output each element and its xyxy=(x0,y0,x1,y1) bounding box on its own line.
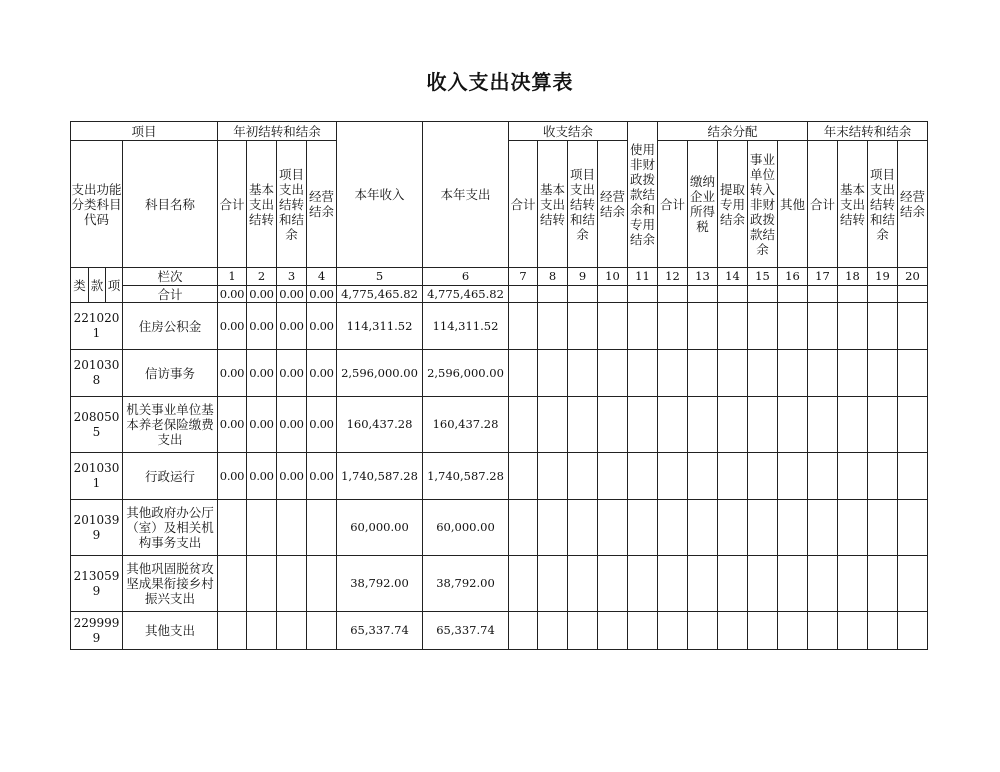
empty-cell xyxy=(868,397,898,453)
column-number: 18 xyxy=(838,268,868,286)
row-opening-cell xyxy=(247,556,277,612)
header-lei: 类 xyxy=(71,268,89,303)
empty-cell xyxy=(868,612,898,650)
empty-cell xyxy=(658,303,688,350)
header-opening-basic: 基本支出结转 xyxy=(247,141,277,268)
column-number: 1 xyxy=(218,268,247,286)
empty-cell xyxy=(838,303,868,350)
header-extract: 提取专用结余 xyxy=(718,141,748,268)
header-balance-group: 收支结余 xyxy=(509,122,628,141)
empty-cell xyxy=(808,500,838,556)
header-distribution-total: 合计 xyxy=(658,141,688,268)
empty-cell xyxy=(568,612,598,650)
empty-cell xyxy=(748,303,778,350)
row-opening-cell xyxy=(247,612,277,650)
column-number: 14 xyxy=(718,268,748,286)
empty-cell xyxy=(538,612,568,650)
row-opening-cell: 0.00 xyxy=(277,397,307,453)
empty-cell xyxy=(778,500,808,556)
empty-cell xyxy=(748,612,778,650)
table-row xyxy=(71,303,928,350)
empty-cell xyxy=(718,556,748,612)
column-number: 12 xyxy=(658,268,688,286)
empty-cell xyxy=(748,350,778,397)
row-name: 机关事业单位基本养老保险缴费支出 xyxy=(123,397,218,453)
empty-cell xyxy=(808,556,838,612)
report-table xyxy=(70,121,928,650)
empty-cell xyxy=(598,612,628,650)
empty-cell xyxy=(748,453,778,500)
row-opening-cell: 0.00 xyxy=(247,303,277,350)
header-other: 其他 xyxy=(778,141,808,268)
empty-cell xyxy=(568,556,598,612)
empty-cell xyxy=(898,350,928,397)
empty-cell xyxy=(748,556,778,612)
empty-cell xyxy=(598,453,628,500)
header-ending-business: 经营结余 xyxy=(898,141,928,268)
row-opening-cell: 0.00 xyxy=(307,350,337,397)
header-special-use: 使用非财政拨款结余和专用结余 xyxy=(628,122,658,268)
row-expense: 65,337.74 xyxy=(423,612,509,650)
row-code: 2299999 xyxy=(71,612,123,650)
empty-cell xyxy=(598,397,628,453)
header-ending-project: 项目支出结转和结余 xyxy=(868,141,898,268)
column-number: 16 xyxy=(778,268,808,286)
row-opening-cell xyxy=(218,556,247,612)
header-func-code: 支出功能分类科目代码 xyxy=(71,141,123,268)
empty-cell xyxy=(628,500,658,556)
empty-cell xyxy=(868,350,898,397)
row-opening-cell: 0.00 xyxy=(307,303,337,350)
column-number: 5 xyxy=(337,268,423,286)
empty-cell xyxy=(658,397,688,453)
empty-cell xyxy=(718,612,748,650)
total-row xyxy=(71,286,928,303)
empty-cell xyxy=(898,397,928,453)
empty-cell xyxy=(568,453,598,500)
empty-cell xyxy=(718,453,748,500)
row-income: 38,792.00 xyxy=(337,556,423,612)
empty-cell xyxy=(598,500,628,556)
row-opening-cell: 0.00 xyxy=(218,350,247,397)
empty-cell xyxy=(688,453,718,500)
table-row xyxy=(71,397,928,453)
row-code: 2210201 xyxy=(71,303,123,350)
table-row xyxy=(71,556,928,612)
row-code: 2130599 xyxy=(71,556,123,612)
table-row xyxy=(71,453,928,500)
row-opening-cell: 0.00 xyxy=(218,453,247,500)
header-row-groups xyxy=(71,122,928,141)
empty-cell xyxy=(898,612,928,650)
row-opening-cell xyxy=(247,500,277,556)
row-opening-cell xyxy=(277,556,307,612)
empty-cell xyxy=(509,397,538,453)
empty-cell xyxy=(838,612,868,650)
header-opening-total: 合计 xyxy=(218,141,247,268)
header-balance-project: 项目支出结转和结余 xyxy=(568,141,598,268)
empty-cell xyxy=(509,612,538,650)
empty-cell xyxy=(808,350,838,397)
total-cell: 0.00 xyxy=(277,286,307,303)
header-balance-business: 经营结余 xyxy=(598,141,628,268)
row-code: 2010399 xyxy=(71,500,123,556)
row-opening-cell: 0.00 xyxy=(307,453,337,500)
row-opening-cell xyxy=(277,500,307,556)
empty-cell xyxy=(538,397,568,453)
row-income: 114,311.52 xyxy=(337,303,423,350)
header-tax: 缴纳企业所得税 xyxy=(688,141,718,268)
row-opening-cell xyxy=(277,612,307,650)
column-number: 11 xyxy=(628,268,658,286)
row-name: 信访事务 xyxy=(123,350,218,397)
empty-cell xyxy=(778,303,808,350)
row-name: 其他巩固脱贫攻坚成果衔接乡村振兴支出 xyxy=(123,556,218,612)
header-balance-basic: 基本支出结转 xyxy=(538,141,568,268)
column-number: 3 xyxy=(277,268,307,286)
empty-cell xyxy=(658,453,688,500)
empty-cell xyxy=(509,453,538,500)
row-opening-cell: 0.00 xyxy=(247,397,277,453)
empty-cell xyxy=(628,556,658,612)
empty-cell xyxy=(808,303,838,350)
total-expense: 4,775,465.82 xyxy=(423,286,509,303)
empty-cell xyxy=(778,350,808,397)
header-kuan: 款 xyxy=(89,268,106,303)
row-opening-cell xyxy=(218,612,247,650)
header-opening-group: 年初结转和结余 xyxy=(218,122,337,141)
empty-cell xyxy=(538,556,568,612)
row-name: 住房公积金 xyxy=(123,303,218,350)
empty-cell xyxy=(868,303,898,350)
empty-cell xyxy=(658,612,688,650)
empty-cell xyxy=(568,397,598,453)
column-number: 8 xyxy=(538,268,568,286)
row-opening-cell: 0.00 xyxy=(277,350,307,397)
row-code: 2010301 xyxy=(71,453,123,500)
header-current-expense: 本年支出 xyxy=(423,122,509,268)
row-opening-cell xyxy=(307,556,337,612)
header-opening-business: 经营结余 xyxy=(307,141,337,268)
row-opening-cell: 0.00 xyxy=(218,397,247,453)
table-row xyxy=(71,500,928,556)
page-title: 收入支出决算表 xyxy=(426,70,574,94)
empty-cell xyxy=(688,556,718,612)
empty-cell xyxy=(628,612,658,650)
empty-cell xyxy=(538,303,568,350)
empty-cell xyxy=(838,397,868,453)
row-expense: 38,792.00 xyxy=(423,556,509,612)
empty-cell xyxy=(778,453,808,500)
column-number: 17 xyxy=(808,268,838,286)
row-code: 2010308 xyxy=(71,350,123,397)
empty-cell xyxy=(568,303,598,350)
row-opening-cell: 0.00 xyxy=(218,303,247,350)
row-income: 2,596,000.00 xyxy=(337,350,423,397)
empty-cell xyxy=(898,500,928,556)
table-row xyxy=(71,350,928,397)
empty-cell xyxy=(868,453,898,500)
row-expense: 160,437.28 xyxy=(423,397,509,453)
column-number: 6 xyxy=(423,268,509,286)
empty-cell xyxy=(688,397,718,453)
row-income: 65,337.74 xyxy=(337,612,423,650)
row-income: 160,437.28 xyxy=(337,397,423,453)
header-ending-group: 年末结转和结余 xyxy=(808,122,928,141)
column-number: 19 xyxy=(868,268,898,286)
empty-cell xyxy=(568,350,598,397)
empty-cell xyxy=(509,303,538,350)
empty-cell xyxy=(838,453,868,500)
row-opening-cell: 0.00 xyxy=(307,397,337,453)
empty-cell xyxy=(538,500,568,556)
total-income: 4,775,465.82 xyxy=(337,286,423,303)
empty-cell xyxy=(778,397,808,453)
row-expense: 60,000.00 xyxy=(423,500,509,556)
header-distribution-group: 结余分配 xyxy=(658,122,808,141)
total-cell: 0.00 xyxy=(218,286,247,303)
empty-cell xyxy=(718,350,748,397)
header-balance-total: 合计 xyxy=(509,141,538,268)
empty-cell xyxy=(778,612,808,650)
empty-cell xyxy=(718,303,748,350)
row-expense: 1,740,587.28 xyxy=(423,453,509,500)
empty-cell xyxy=(748,500,778,556)
header-ending-total: 合计 xyxy=(808,141,838,268)
header-project: 项目 xyxy=(71,122,218,141)
row-income: 60,000.00 xyxy=(337,500,423,556)
empty-cell xyxy=(688,612,718,650)
empty-cell xyxy=(838,500,868,556)
empty-cell xyxy=(628,350,658,397)
empty-cell xyxy=(868,556,898,612)
header-subject-name: 科目名称 xyxy=(123,141,218,268)
header-opening-project: 项目支出结转和结余 xyxy=(277,141,307,268)
empty-cell xyxy=(658,500,688,556)
empty-cell xyxy=(509,500,538,556)
header-xiang: 项 xyxy=(106,268,123,303)
row-opening-cell: 0.00 xyxy=(247,453,277,500)
empty-cell xyxy=(898,303,928,350)
column-number: 10 xyxy=(598,268,628,286)
empty-cell xyxy=(568,500,598,556)
row-expense: 2,596,000.00 xyxy=(423,350,509,397)
empty-cell xyxy=(598,303,628,350)
row-name: 其他政府办公厅（室）及相关机构事务支出 xyxy=(123,500,218,556)
column-number: 2 xyxy=(247,268,277,286)
total-label: 合计 xyxy=(123,286,218,303)
row-opening-cell xyxy=(307,500,337,556)
empty-cell xyxy=(658,350,688,397)
row-name: 其他支出 xyxy=(123,612,218,650)
header-transfer: 事业单位转入非财政拨款结余 xyxy=(748,141,778,268)
empty-cell xyxy=(838,556,868,612)
empty-cell xyxy=(509,556,538,612)
empty-cell xyxy=(628,397,658,453)
column-number: 7 xyxy=(509,268,538,286)
column-number: 13 xyxy=(688,268,718,286)
total-cell: 0.00 xyxy=(307,286,337,303)
data-rows xyxy=(71,303,928,650)
empty-cell xyxy=(598,556,628,612)
empty-cell xyxy=(688,303,718,350)
header-row-numbers xyxy=(71,268,928,286)
empty-cell xyxy=(598,350,628,397)
empty-cell xyxy=(778,556,808,612)
empty-cell xyxy=(868,500,898,556)
row-code: 2080505 xyxy=(71,397,123,453)
empty-cell xyxy=(509,350,538,397)
total-cell: 0.00 xyxy=(247,286,277,303)
row-name: 行政运行 xyxy=(123,453,218,500)
header-current-income: 本年收入 xyxy=(337,122,423,268)
header-ending-basic: 基本支出结转 xyxy=(838,141,868,268)
empty-cell xyxy=(688,500,718,556)
column-number: 20 xyxy=(898,268,928,286)
empty-cell xyxy=(808,397,838,453)
row-opening-cell: 0.00 xyxy=(277,453,307,500)
row-income: 1,740,587.28 xyxy=(337,453,423,500)
row-opening-cell xyxy=(307,612,337,650)
empty-cell xyxy=(538,453,568,500)
empty-cell xyxy=(628,303,658,350)
empty-cell xyxy=(808,453,838,500)
row-opening-cell: 0.00 xyxy=(277,303,307,350)
row-opening-cell: 0.00 xyxy=(247,350,277,397)
table-row xyxy=(71,612,928,650)
empty-cell xyxy=(748,397,778,453)
empty-cell xyxy=(688,350,718,397)
column-number: 9 xyxy=(568,268,598,286)
empty-cell xyxy=(658,556,688,612)
header-column-label: 栏次 xyxy=(123,268,218,286)
column-number: 15 xyxy=(748,268,778,286)
row-opening-cell xyxy=(218,500,247,556)
empty-cell xyxy=(898,453,928,500)
empty-cell xyxy=(838,350,868,397)
empty-cell xyxy=(628,453,658,500)
empty-cell xyxy=(718,500,748,556)
empty-cell xyxy=(898,556,928,612)
empty-cell xyxy=(538,350,568,397)
empty-cell xyxy=(808,612,838,650)
column-number: 4 xyxy=(307,268,337,286)
row-expense: 114,311.52 xyxy=(423,303,509,350)
empty-cell xyxy=(718,397,748,453)
